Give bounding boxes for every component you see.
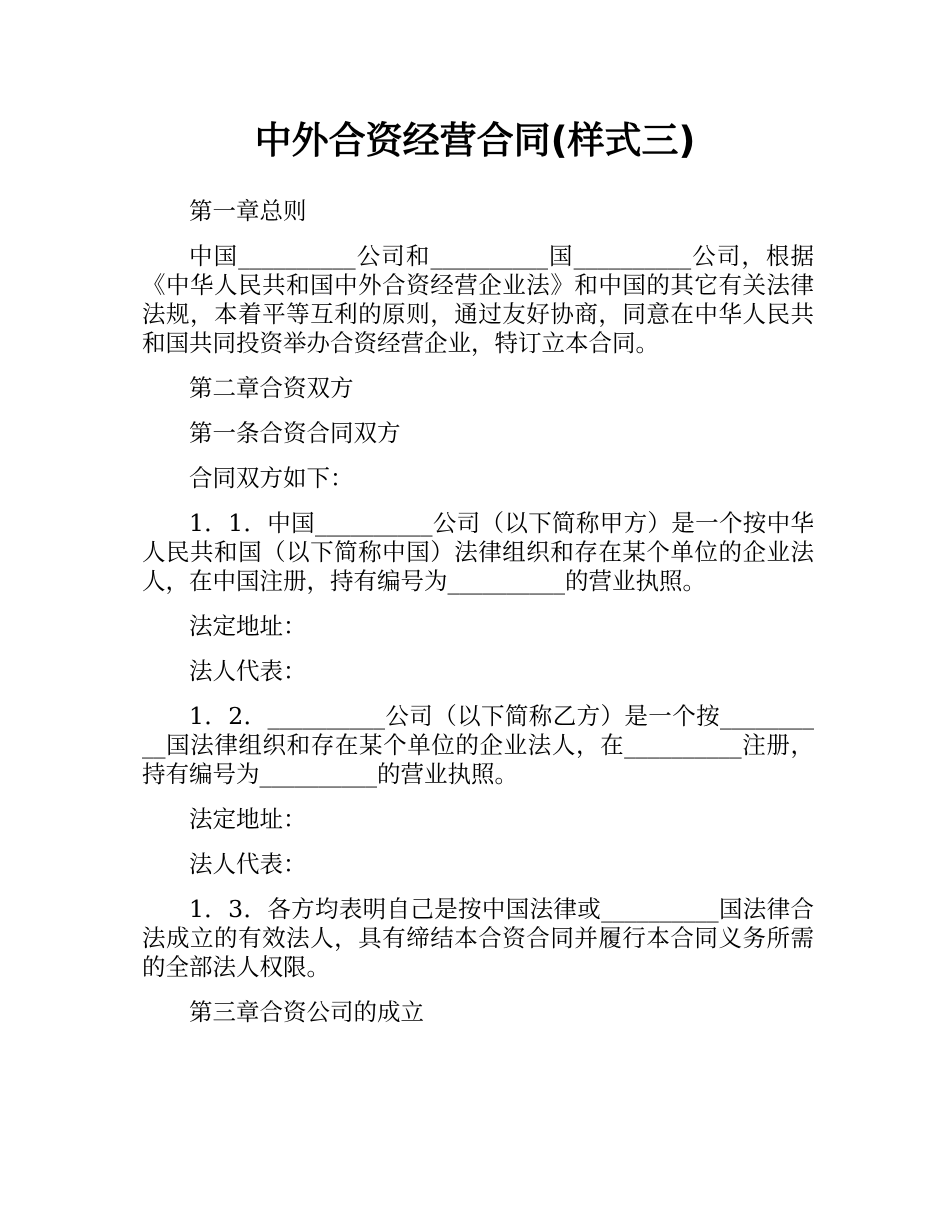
chapter-1-heading: 第一章总则 [189, 197, 307, 225]
party-a-address-label: 法定地址： [189, 612, 307, 640]
party-b-address-label: 法定地址： [189, 805, 307, 833]
article-1-heading: 第一条合资合同双方 [189, 419, 401, 447]
clause-1-2: 1．2．__________公司（以下简称乙方）是一个按__________国法律组织和存在某个单位的企业法人，在__________注册，持有编号为__________的营业执照。 [142, 702, 814, 788]
clause-1-3: 1．3．各方均表明自己是按中国法律或__________国法律合法成立的有效法人，具有缔结本合资合同并履行本合同义务所需的全部法人权限。 [142, 895, 814, 981]
party-a-representative-label: 法人代表： [189, 657, 307, 685]
chapter-3-heading: 第三章合资公司的成立 [189, 998, 424, 1026]
clause-1-1: 1．1．中国__________公司（以下简称甲方）是一个按中华人民共和国（以下简称中国）法律组织和存在某个单位的企业法人，在中国注册，持有编号为__________的营业执照。 [142, 509, 814, 595]
document-body [142, 197, 814, 1043]
preamble-paragraph: 中国__________公司和__________国__________公司，根据《中华人民共和国中外合资经营企业法》和中国的其它有关法律法规，本着平等互利的原则，通过友好协商，同意在中华人民共和国共同投资举办合资经营企业，特订立本合同。 [142, 242, 814, 357]
party-b-representative-label: 法人代表： [189, 850, 307, 878]
parties-intro: 合同双方如下： [189, 464, 354, 492]
chapter-2-heading: 第二章合资双方 [189, 374, 354, 402]
document-title: 中外合资经营合同(样式三) [254, 119, 696, 162]
